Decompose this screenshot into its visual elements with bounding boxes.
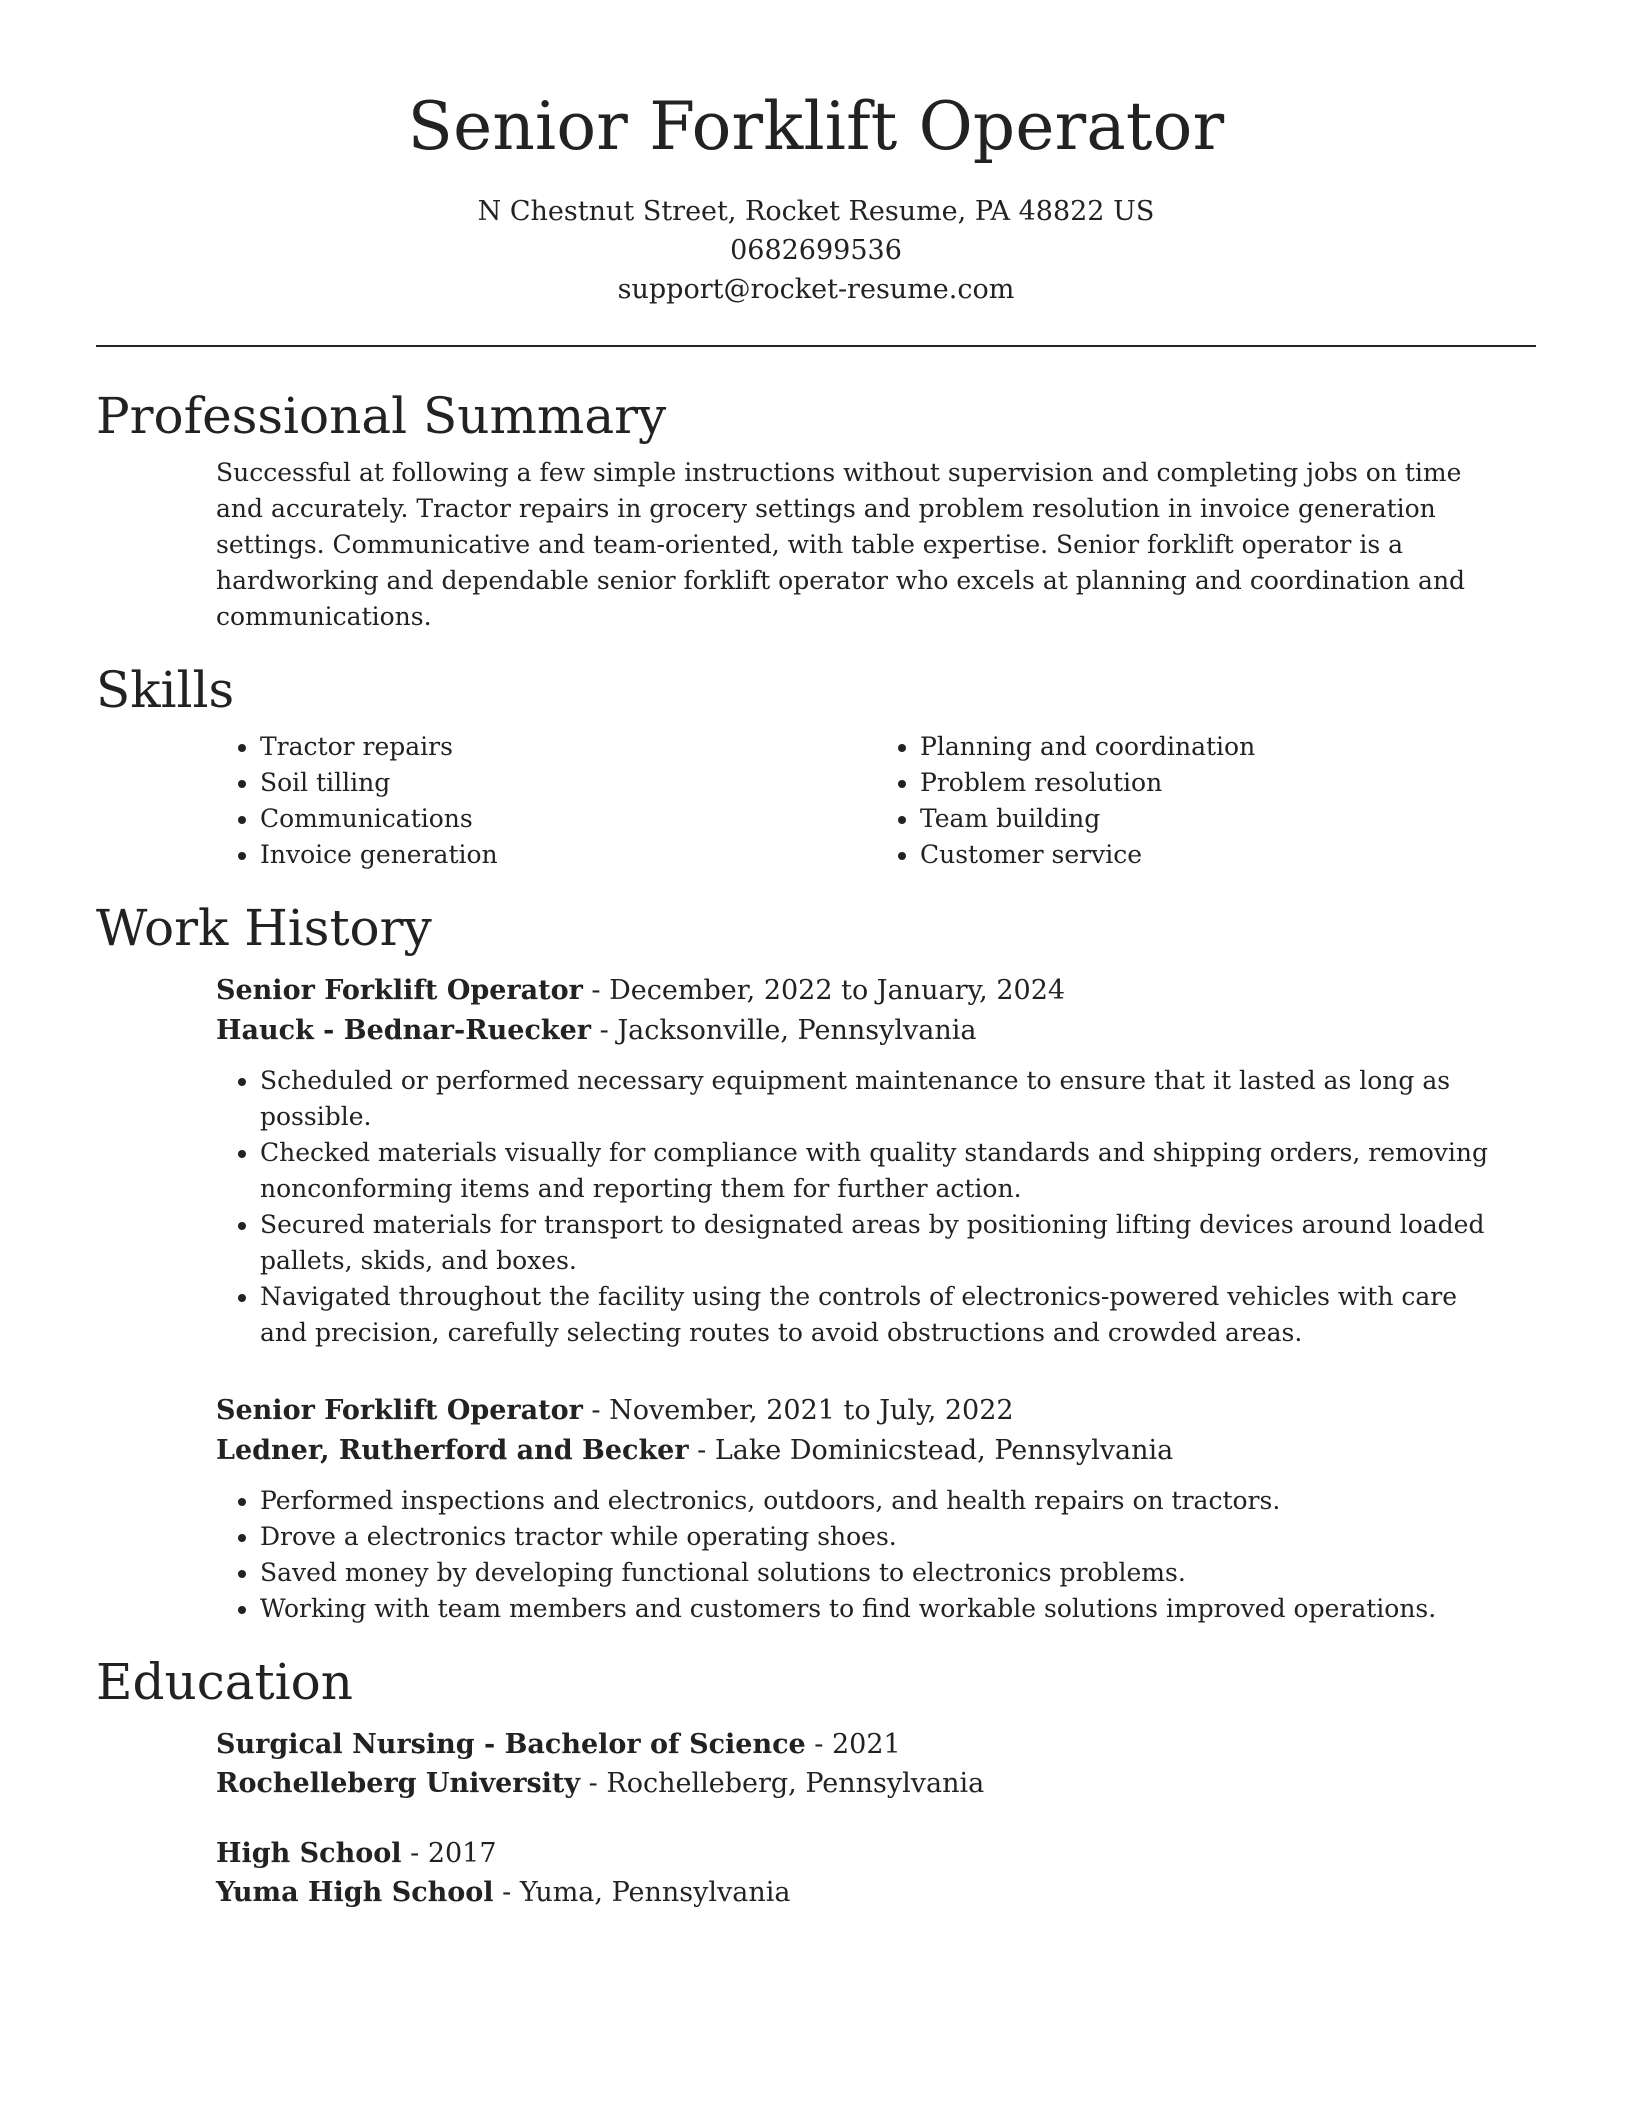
graduation-year: - 2021 bbox=[805, 1729, 901, 1760]
resume-header bbox=[96, 0, 1536, 309]
education-entry bbox=[216, 1834, 1536, 1912]
summary-body bbox=[96, 455, 1536, 635]
degree: High School bbox=[216, 1838, 402, 1869]
job-bullet: • Drove a electronics tractor while operating shoes. bbox=[260, 1519, 1506, 1555]
job-bullet: • Performed inspections and electronics, outdoors, and health repairs on tractors. bbox=[260, 1483, 1506, 1519]
work-history-section bbox=[96, 897, 1536, 1627]
job-bullet: • Secured materials for transport to designated areas by positioning lifting devices around loaded pallets, skids, and boxes. bbox=[260, 1207, 1506, 1279]
work-history-heading: Work History bbox=[96, 899, 432, 957]
skill-item: • Tractor repairs bbox=[260, 729, 876, 765]
school-line bbox=[216, 1873, 1536, 1912]
job-title-line bbox=[216, 1391, 1536, 1431]
skill-item: • Team building bbox=[920, 801, 1536, 837]
education-entry bbox=[216, 1725, 1536, 1803]
job-role: Senior Forklift Operator bbox=[216, 975, 583, 1006]
job-bullet-list bbox=[216, 1483, 1536, 1627]
skills-list-left bbox=[216, 729, 876, 873]
education-body bbox=[96, 1725, 1536, 1912]
education-heading: Education bbox=[96, 1653, 353, 1711]
job-company-line bbox=[216, 1011, 1536, 1051]
skills-section bbox=[96, 659, 1536, 873]
skills-heading: Skills bbox=[96, 661, 235, 719]
skill-item: • Invoice generation bbox=[260, 837, 876, 873]
school-location: - Yuma, Pennsylvania bbox=[493, 1877, 791, 1908]
degree-line bbox=[216, 1725, 1536, 1764]
job-title-line bbox=[216, 971, 1536, 1011]
skills-body bbox=[96, 729, 1536, 873]
job-bullet: • Scheduled or performed necessary equipment maintenance to ensure that it lasted as long as possible. bbox=[260, 1063, 1506, 1135]
summary-text: Successful at following a few simple instructions without supervision and completing jobs on time and accurately. Tractor repairs in grocery settings and problem resolution in invoice generation settings. Communicative and team-oriented, with table expertise. Senior forklift operator is a hardworking and dependable senior forklift operator who excels at planning and coordination and communications. bbox=[216, 458, 1466, 631]
degree-line bbox=[216, 1834, 1536, 1873]
job-bullet: • Saved money by developing functional solutions to electronics problems. bbox=[260, 1555, 1506, 1591]
skills-list-right bbox=[876, 729, 1536, 873]
skills-grid bbox=[216, 729, 1536, 873]
skill-item: • Customer service bbox=[920, 837, 1536, 873]
job-bullet: • Checked materials visually for compliance with quality standards and shipping orders, removing nonconforming items and reporting them for further action. bbox=[260, 1135, 1506, 1207]
job-location: - Jacksonville, Pennsylvania bbox=[591, 1015, 977, 1046]
phone: 0682699536 bbox=[730, 235, 902, 266]
job-company: Hauck - Bednar-Ruecker bbox=[216, 1015, 592, 1046]
contact-info bbox=[96, 192, 1536, 309]
job-company-line bbox=[216, 1431, 1536, 1471]
email: support@rocket-resume.com bbox=[617, 274, 1015, 305]
address: N Chestnut Street, Rocket Resume, PA 48822 US bbox=[477, 196, 1155, 227]
job-dates: - December, 2022 to January, 2024 bbox=[582, 975, 1066, 1006]
skill-item: • Soil tilling bbox=[260, 765, 876, 801]
school-line bbox=[216, 1764, 1536, 1803]
education-section bbox=[96, 1651, 1536, 1912]
job-bullet-list bbox=[216, 1063, 1536, 1351]
job-role: Senior Forklift Operator bbox=[216, 1395, 583, 1426]
job-dates: - November, 2021 to July, 2022 bbox=[582, 1395, 1014, 1426]
school-name: Yuma High School bbox=[216, 1877, 494, 1908]
graduation-year: - 2017 bbox=[401, 1838, 497, 1869]
skill-item: • Planning and coordination bbox=[920, 729, 1536, 765]
header-divider bbox=[96, 345, 1536, 347]
degree: Surgical Nursing - Bachelor of Science bbox=[216, 1729, 806, 1760]
job-entry bbox=[216, 1391, 1536, 1627]
skill-item: • Problem resolution bbox=[920, 765, 1536, 801]
work-history-body bbox=[96, 971, 1536, 1627]
job-bullet: • Navigated throughout the facility using the controls of electronics-powered vehicles with care and precision, carefully selecting routes to avoid obstructions and crowded areas. bbox=[260, 1279, 1506, 1351]
skill-item: • Communications bbox=[260, 801, 876, 837]
job-entry bbox=[216, 971, 1536, 1351]
job-location: - Lake Dominicstead, Pennsylvania bbox=[688, 1435, 1174, 1466]
summary-heading: Professional Summary bbox=[96, 387, 667, 445]
job-company: Ledner, Rutherford and Becker bbox=[216, 1435, 689, 1466]
job-bullet: • Working with team members and customers to find workable solutions improved operations. bbox=[260, 1591, 1506, 1627]
summary-section bbox=[96, 385, 1536, 635]
school-name: Rochelleberg University bbox=[216, 1768, 581, 1799]
school-location: - Rochelleberg, Pennsylvania bbox=[580, 1768, 985, 1799]
candidate-title: Senior Forklift Operator bbox=[407, 88, 1225, 165]
